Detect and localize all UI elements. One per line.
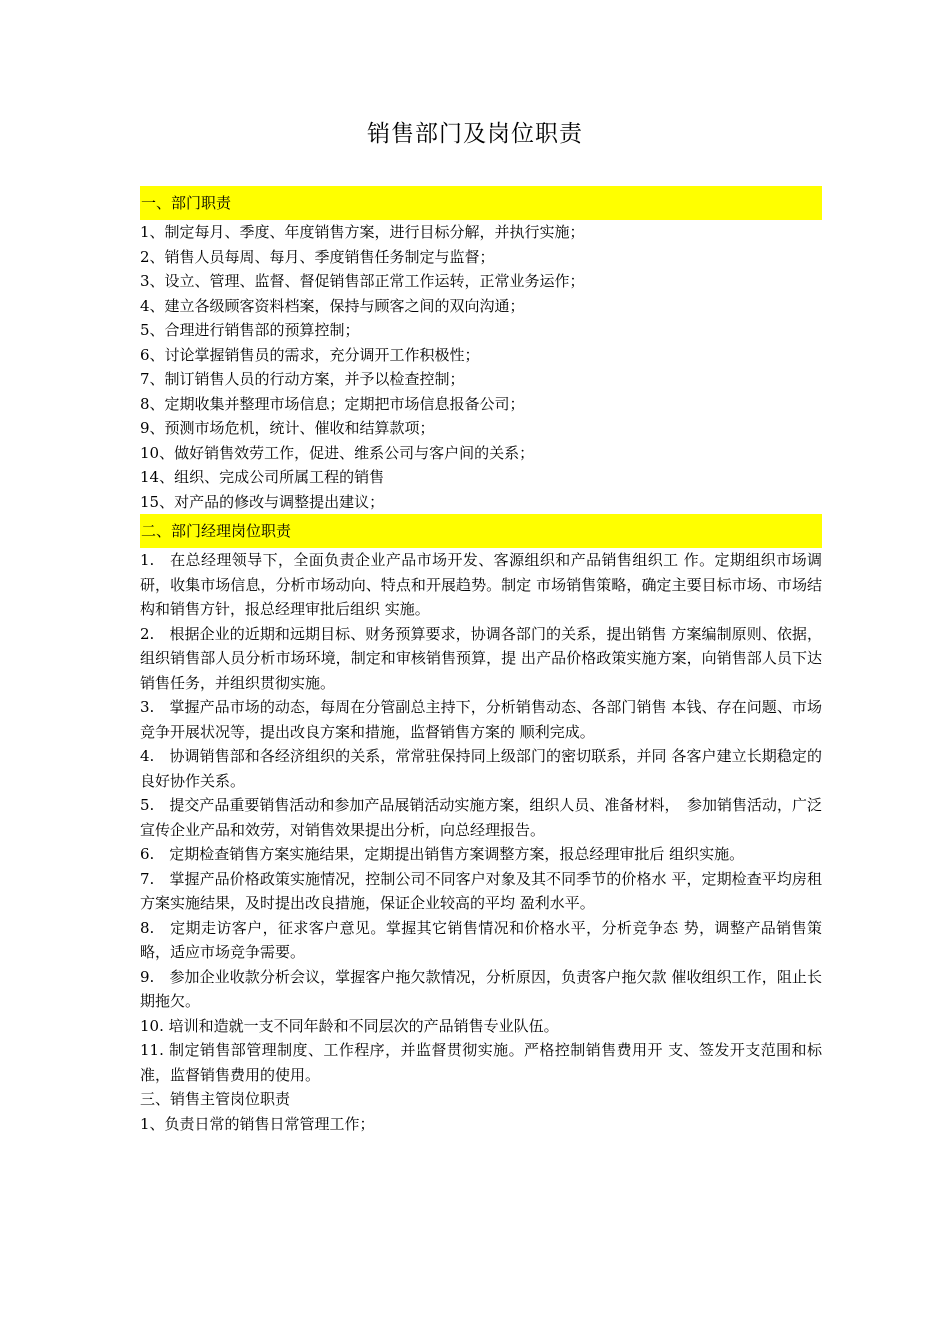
list-item: 7、制订销售人员的行动方案，并予以检查控制；	[140, 370, 465, 388]
list-item: 14、组织、完成公司所属工程的销售	[140, 468, 385, 486]
list-item: 9、预测市场危机，统计、催收和结算款项；	[140, 419, 435, 437]
list-item: 5、合理进行销售部的预算控制；	[140, 321, 360, 339]
section-heading-department-duties: 一、部门职责	[140, 186, 822, 220]
paragraph-item: 10. 培训和造就一支不同年龄和不同层次的产品销售专业队伍。	[140, 1016, 559, 1035]
list-item: 8、定期收集并整理市场信息；定期把市场信息报备公司；	[140, 394, 525, 413]
list-item: 6、讨论掌握销售员的需求，充分调开工作积极性；	[140, 345, 480, 364]
list-item: 4、建立各级顾客资料档案，保持与顾客之间的双向沟通；	[140, 296, 525, 315]
paragraph-item: 3. 掌握产品市场的动态，每周在分管副总主持下，分析销售动态、各部门销售 本钱、存在问题、市场竞争开展状况等，提出改良方案和措施，监督销售方案的 顺利完成。	[140, 698, 822, 741]
paragraph-item: 1. 在总经理领导下，全面负责企业产品市场开发、客源组织和产品销售组织工 作。定期组织市场调研，收集市场信息，分析市场动向、特点和开展趋势。制定 市场销售策略，确定主要目标市场、市场结构和销售方针，报总经理审批后组织 实施。	[140, 551, 822, 618]
section-heading-supervisor-duties: 三、销售主管岗位职责	[140, 1090, 291, 1108]
list-item: 1、制定每月、季度、年度销售方案，进行目标分解，并执行实施；	[140, 223, 585, 241]
document-body	[140, 186, 822, 1136]
paragraph-item: 2. 根据企业的近期和远期目标、财务预算要求，协调各部门的关系，提出销售 方案编制原则、依据，组织销售部人员分析市场环境，制定和审核销售预算，提 出产品价格政策实施方案，向销售部人员下达销售任务，并组织贯彻实施。	[140, 624, 822, 692]
list-item: 3、设立、管理、监督、督促销售部正常工作运转，正常业务运作；	[140, 272, 585, 290]
paragraph-item: 7. 掌握产品价格政策实施情况，控制公司不同客户对象及其不同季节的价格水 平，定期检查平均房租方案实施结果，及时提出改良措施，保证企业较高的平均 盈利水平。	[140, 869, 822, 912]
paragraph-item: 6. 定期检查销售方案实施结果，定期提出销售方案调整方案，报总经理审批后 组织实施。	[140, 845, 745, 863]
list-item: 1、负责日常的销售日常管理工作；	[140, 1114, 375, 1133]
list-item: 10、做好销售效劳工作，促进、维系公司与客户间的关系；	[140, 443, 535, 462]
paragraph-item: 9. 参加企业收款分析会议，掌握客户拖欠款情况，分析原因，负责客户拖欠款 催收组织工作，阻止长期拖欠。	[140, 967, 822, 1010]
section-heading-manager-duties: 二、部门经理岗位职责	[140, 514, 822, 548]
list-item: 15、对产品的修改与调整提出建议；	[140, 492, 385, 511]
document-title: 销售部门及岗位职责	[367, 121, 583, 147]
paragraph-item: 8. 定期走访客户，征求客户意见。掌握其它销售情况和价格水平，分析竞争态 势，调整产品销售策略，适应市场竞争需要。	[140, 918, 822, 961]
paragraph-item: 4. 协调销售部和各经济组织的关系，常常驻保持同上级部门的密切联系，并同 各客户建立长期稳定的良好协作关系。	[140, 747, 822, 790]
paragraph-item: 5. 提交产品重要销售活动和参加产品展销活动实施方案，组织人员、准备材料， 参加销售活动，广泛宣传企业产品和效劳，对销售效果提出分析，向总经理报告。	[140, 796, 822, 839]
list-item: 2、销售人员每周、每月、季度销售任务制定与监督；	[140, 247, 495, 266]
paragraph-item: 11. 制定销售部管理制度、工作程序，并监督贯彻实施。严格控制销售费用开 支、签发开支范围和标准，监督销售费用的使用。	[140, 1041, 822, 1084]
